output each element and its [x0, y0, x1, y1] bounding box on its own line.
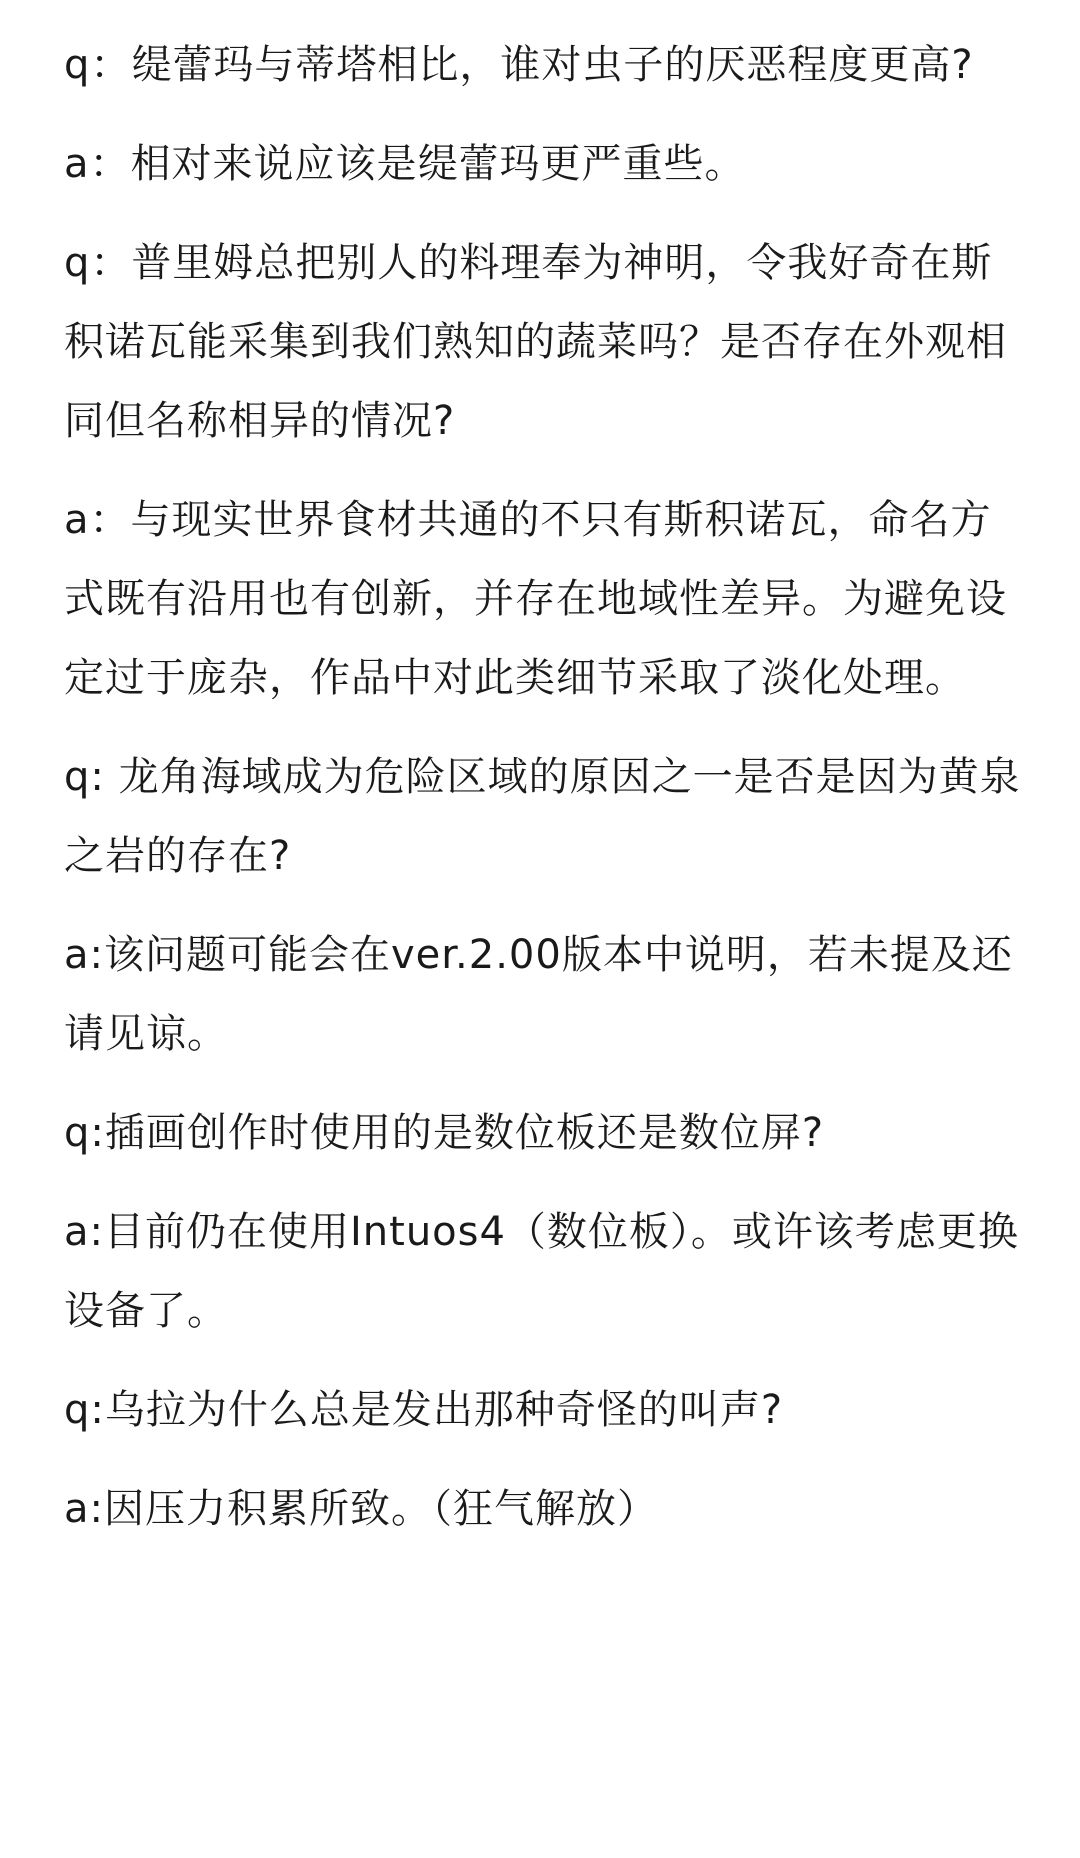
answer-3: a:该问题可能会在ver.2.00版本中说明，若未提及还请见谅。 — [64, 932, 1013, 1057]
question-3: q: 龙角海域成为危险区域的原因之一是否是因为黄泉之岩的存在? — [64, 754, 1021, 879]
question-5: q:乌拉为什么总是发出那种奇怪的叫声? — [64, 1387, 784, 1433]
question-4: q:插画创作时使用的是数位板还是数位屏? — [64, 1110, 825, 1156]
answer-2: a：与现实世界食材共通的不只有斯积诺瓦，命名方式既有沿用也有创新，并存在地域性差异。为避免设定过于庞杂，作品中对此类细节采取了淡化处理。 — [64, 497, 1007, 701]
answer-1: a：相对来说应该是缇蕾玛更严重些。 — [64, 141, 746, 187]
answer-4: a:目前仍在使用Intuos4（数位板）。或许该考虑更换设备了。 — [64, 1209, 1019, 1334]
question-2: q：普里姆总把别人的料理奉为神明，令我好奇在斯积诺瓦能采集到我们熟知的蔬菜吗？是否存在外观相同但名称相异的情况? — [64, 240, 1007, 444]
question-1: q：缇蕾玛与蒂塔相比，谁对虫子的厌恶程度更高? — [64, 42, 974, 88]
answer-5: a:因压力积累所致。（狂气解放） — [64, 1486, 658, 1532]
